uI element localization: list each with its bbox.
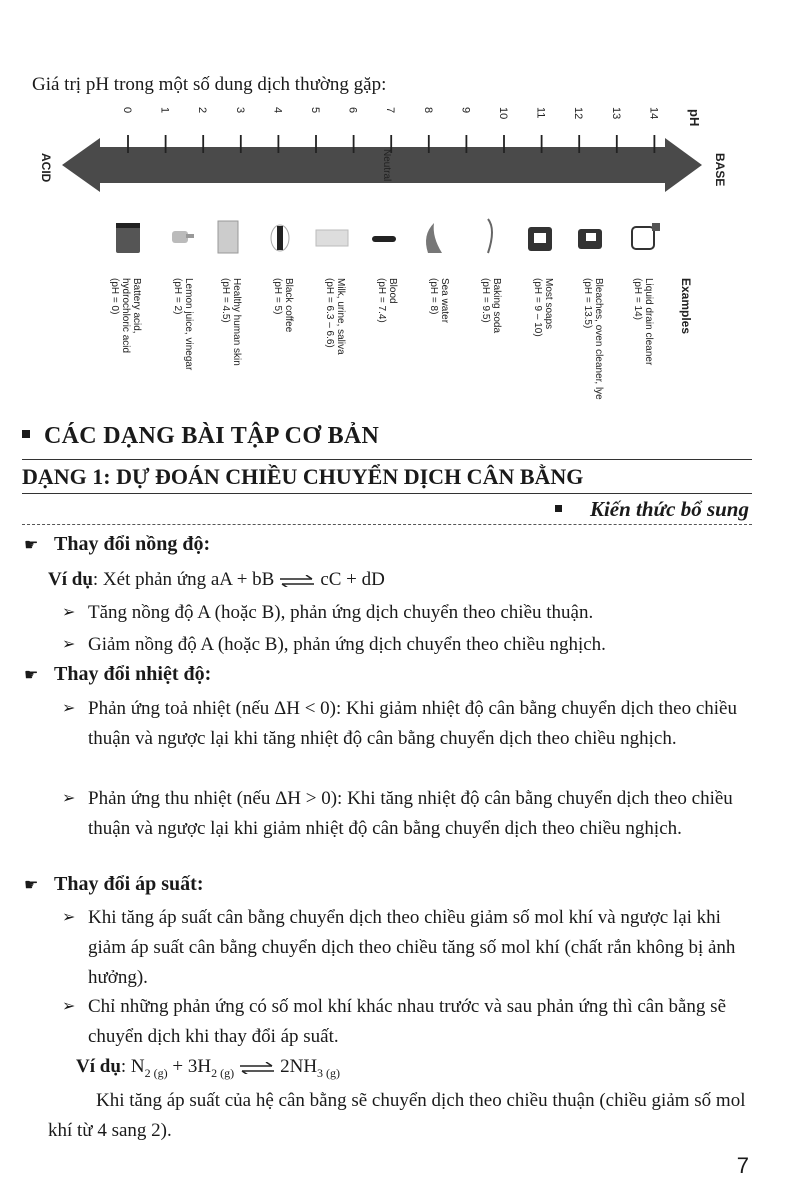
- ph-tick-label: 14: [647, 107, 660, 120]
- example-label: Blood: [387, 278, 398, 304]
- example-label: Black coffee: [283, 278, 294, 333]
- example-label: (pH = 14): [632, 278, 643, 320]
- list-item: ➢ Phản ứng thu nhiệt (nếu ΔH > 0): Khi tăng nhiệt độ cân bằng chuyển dịch theo chiều thuận và ngược lại khi giảm nhiệt độ cân bằng chuyển dịch theo chiều nghịch.: [62, 784, 752, 844]
- ph-tick: [309, 107, 321, 153]
- example-label: Bleaches, oven cleaner, lye: [593, 278, 604, 400]
- battery-icon: [116, 223, 140, 253]
- ph-tick-label: 5: [309, 107, 321, 114]
- example-label: (pH = 4.5): [220, 278, 231, 323]
- ph-tick-label: 1: [158, 107, 171, 114]
- list-item: ➢ Phản ứng toả nhiệt (nếu ΔH < 0): Khi giảm nhiệt độ cân bằng chuyển dịch theo chiều thuận và ngược lại khi tăng nhiệt độ cân bằng chuyển dịch theo chiều nghịch.: [62, 694, 752, 754]
- ph-tick-label: 3: [233, 107, 246, 114]
- ph-tick: [196, 107, 208, 153]
- list-item: ➢ Khi tăng áp suất cân bằng chuyển dịch theo chiều giảm số mol khí và ngược lại khi giảm áp suất cân bằng chuyển dịch theo chiều tăng số mol khí (chất rắn không bị ảnh hưởng).: [62, 903, 752, 993]
- ph-tick-label: 10: [497, 107, 509, 120]
- soda-icon: [488, 219, 492, 253]
- ph-tick: [535, 107, 547, 153]
- arrow-bullet-icon: ➢: [62, 790, 76, 807]
- ph-tick-label: 9: [459, 107, 472, 114]
- example-label: (pH = 8): [428, 278, 439, 315]
- arrow-bullet-icon: ➢: [62, 998, 76, 1015]
- list-item: ➢ Tăng nồng độ A (hoặc B), phản ứng dịch chuyển theo chiều thuận.: [62, 598, 752, 628]
- pointing-hand-icon: ☛: [24, 536, 39, 554]
- example-label: Sea water: [439, 278, 450, 324]
- base-label: BASE: [713, 153, 727, 187]
- neutral-label: Neutral: [381, 149, 392, 182]
- soap-icon: [528, 227, 552, 251]
- equilibrium-arrow-icon: [280, 575, 314, 587]
- example-label: (pH = 2): [172, 278, 183, 315]
- intro-text: Giá trị pH trong một số dung dịch thường gặp:: [32, 74, 387, 95]
- arrow-bullet-icon: ➢: [62, 909, 76, 926]
- example-label: Lemon juice, vinegar: [183, 278, 194, 371]
- concentration-heading: ☛ Thay đổi nồng độ:: [24, 533, 211, 555]
- ph-tick-label: 13: [609, 107, 622, 120]
- wave-icon: [426, 223, 442, 253]
- coffee-icon: [271, 225, 289, 251]
- ph-tick: [121, 107, 133, 153]
- square-bullet-icon: [22, 430, 30, 438]
- ph-scale-figure: [0, 95, 795, 400]
- ph-tick: [159, 107, 171, 153]
- temperature-heading: ☛ Thay đổi nhiệt độ:: [24, 663, 212, 685]
- ph-tick-label: 0: [121, 107, 133, 114]
- ph-tick: [422, 107, 434, 153]
- dashed-divider: [22, 524, 752, 525]
- ph-axis-label: pH: [687, 109, 702, 127]
- ph-tick-label: 6: [346, 107, 359, 114]
- arrow-bullet-icon: ➢: [62, 700, 76, 717]
- pressure-heading: ☛ Thay đổi áp suất:: [24, 873, 204, 895]
- example-label: (pH = 5): [272, 278, 283, 315]
- pressure-conclusion: Khi tăng áp suất của hệ cân bằng sẽ chuyển dịch theo chiều thuận (chiều giảm số mol khí từ 4 sang 2).: [48, 1090, 746, 1141]
- ph-tick: [647, 107, 659, 153]
- ph-tick: [610, 107, 622, 153]
- pointing-hand-icon: ☛: [24, 876, 39, 894]
- skin-icon: [218, 221, 238, 253]
- example-label: (pH = 9 – 10): [532, 278, 543, 337]
- ph-tick: [497, 107, 509, 153]
- divider: [22, 459, 752, 460]
- divider: [22, 493, 752, 494]
- example-label: Baking soda: [491, 278, 502, 334]
- ph-tick-label: 2: [196, 107, 209, 114]
- example-label: (pH = 13.5): [582, 278, 593, 329]
- ph-tick: [234, 107, 246, 153]
- arrow-bullet-icon: ➢: [62, 636, 76, 653]
- arrow-bullet-icon: ➢: [62, 604, 76, 621]
- kien-thuc-heading: Kiến thức bổ sung: [555, 497, 749, 522]
- example-label: hydrochloric acid: [120, 278, 131, 354]
- example-label: Most soaps: [543, 278, 554, 330]
- example-label: Liquid drain cleaner: [643, 278, 654, 366]
- blood-icon: [372, 236, 396, 242]
- list-item: ➢ Chỉ những phản ứng có số mol khí khác nhau trước và sau phản ứng thì cân bằng sẽ chuyển dịch khi thay đổi áp suất.: [62, 992, 752, 1052]
- equilibrium-arrow-icon: [240, 1062, 274, 1074]
- bleach-icon: [578, 229, 602, 249]
- section-title: CÁC DẠNG BÀI TẬP CƠ BẢN: [22, 423, 379, 450]
- page-number: 7: [736, 1153, 749, 1178]
- example-label: (pH = 0): [109, 278, 120, 315]
- square-bullet-icon: [555, 505, 562, 512]
- ph-tick: [459, 107, 471, 153]
- example-label: (pH = 7.4): [376, 278, 387, 323]
- drain-cleaner-icon: [632, 223, 660, 249]
- pointing-hand-icon: ☛: [24, 666, 39, 684]
- ph-tick-label: 7: [384, 107, 397, 114]
- ph-tick-label: 11: [534, 107, 547, 119]
- ph-tick-label: 8: [421, 107, 434, 114]
- ph-tick: [347, 107, 359, 153]
- ph-tick: [271, 107, 283, 153]
- ph-tick: [572, 107, 584, 153]
- lemon-icon: [172, 231, 194, 243]
- example-label: (pH = 9.5): [480, 278, 491, 323]
- ph-tick: [384, 107, 396, 153]
- example-label: Healthy human skin: [231, 278, 242, 366]
- pressure-example: Ví dụ: $N_{2 (g)} + 3H_{2 (g)}$ $2NH_{3 (g)}$: [76, 1056, 341, 1080]
- list-item: ➢ Giảm nồng độ A (hoặc B), phản ứng dịch chuyển theo chiều nghịch.: [62, 630, 752, 660]
- example-label: Battery acid,: [131, 278, 142, 334]
- ph-tick-label: 12: [572, 107, 585, 120]
- concentration-example: Ví dụ: Xét phản ứng aA + bB cC + dD: [48, 569, 385, 590]
- acid-label: ACID: [39, 153, 53, 183]
- example-label: (pH = 6.3 – 6.6): [324, 278, 335, 348]
- milk-icon: [316, 230, 348, 246]
- ph-tick-label: 4: [271, 107, 284, 114]
- dang-title: DẠNG 1: DỰ ĐOÁN CHIỀU CHUYỂN DỊCH CÂN BẰNG: [22, 464, 584, 489]
- example-label: Milk, urine, saliva: [335, 278, 346, 355]
- examples-header: Examples: [679, 278, 693, 335]
